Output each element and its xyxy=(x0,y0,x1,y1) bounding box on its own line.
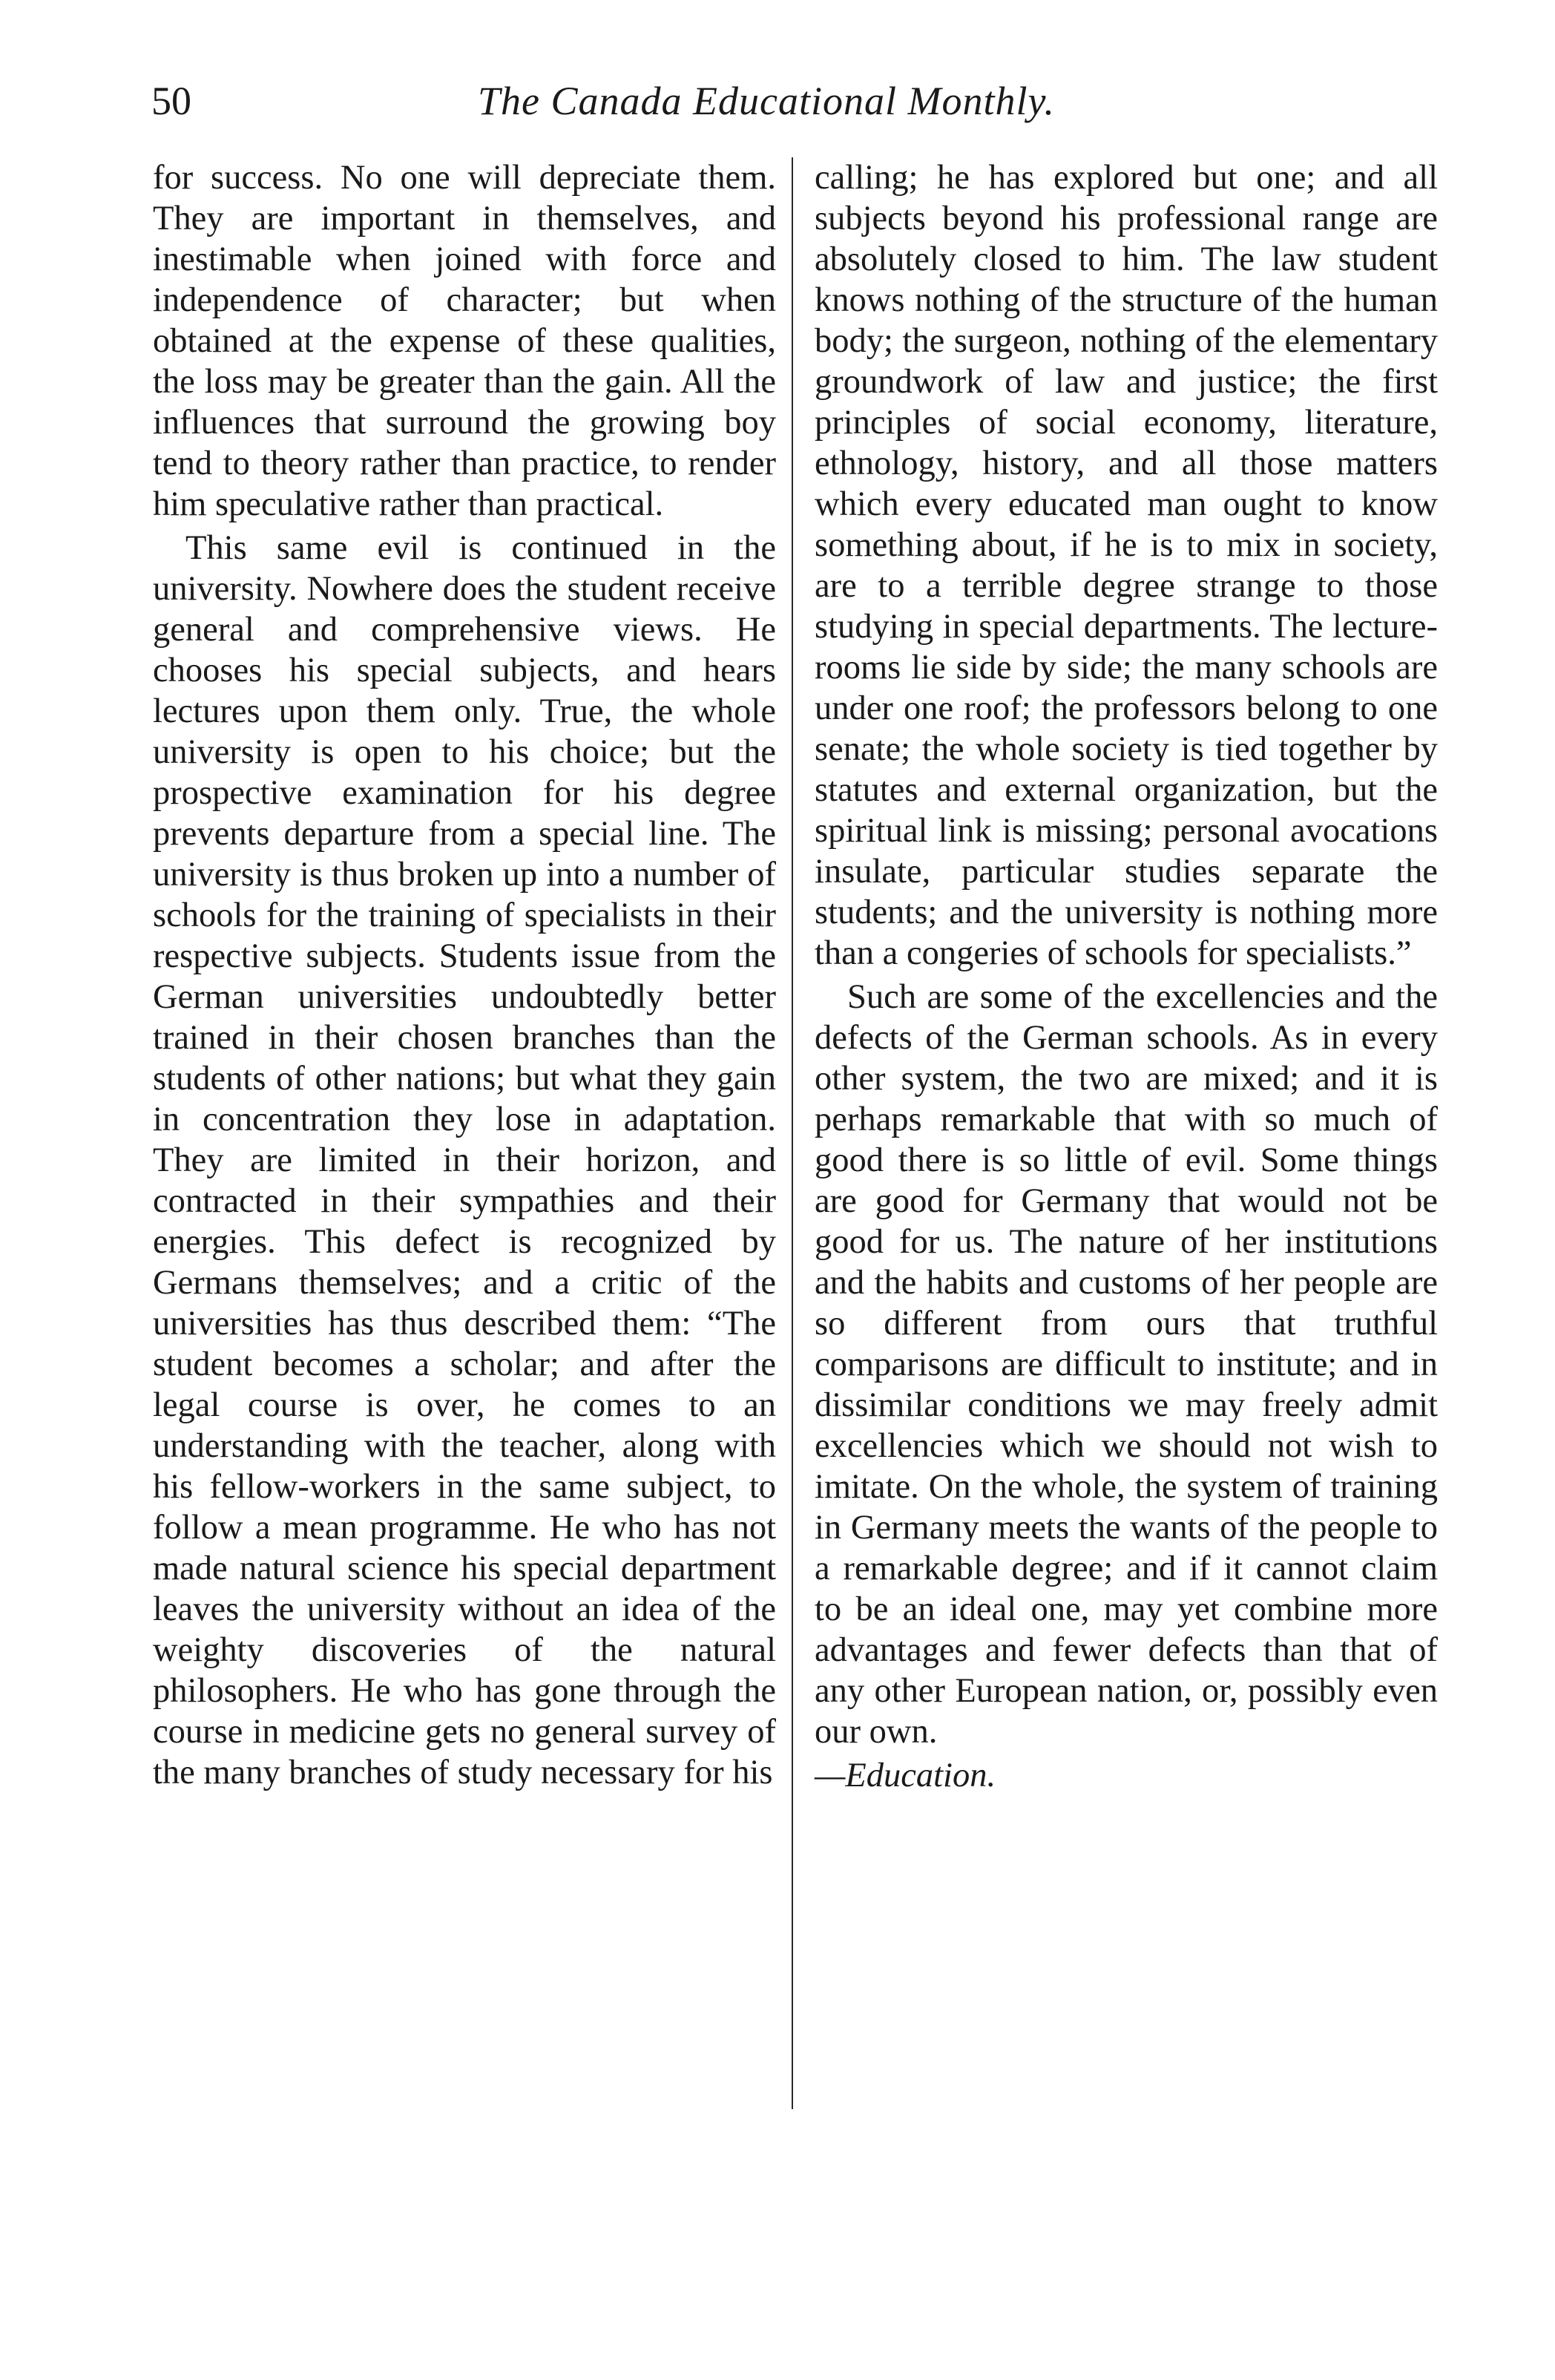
right-column xyxy=(815,157,1438,1796)
right-paragraph-2: Such are some of the excellencies and the defects of the German schools. As in every other system, the two are mixed; and it is perhaps remarkable that with so much of good there is so little of evil. Some things are good for Germany that would not be good for us. The nature of her institutions and the habits and customs of her people are so different from ours that truthful comparisons are difficult to institute; and in dissimilar conditions we may freely admit excellencies which we should not wish to imitate. On the whole, the system of training in Germany meets the wants of the people to a remarkable degree; and if it cannot claim to be an ideal one, may yet combine more advantages and fewer defects than that of any other European nation, or, possibly even our own. xyxy=(815,978,1438,1751)
left-paragraph-2: This same evil is continued in the university. Nowhere does the student receive general and comprehensive views. He chooses his special subjects, and hears lectures upon them only. True, the whole university is open to his choice; but the prospective examination for his degree prevents departure from a special line. The university is thus broken up into a number of schools for the training of specialists in their respective subjects. Students issue from the German universities undoubtedly better trained in their chosen branches than the students of other nations; but what they gain in concentration they lose in adaptation. They are limited in their horizon, and contracted in their sympathies and their energies. This defect is recognized by Germans themselves; and a critic of the universities has thus described them: “The student becomes a scholar; and after the legal course is over, he comes to an understanding with the teacher, along with his fellow-workers in the same subject, to follow a mean programme. He who has not made natural science his special department leaves the university without an idea of the weighty discoveries of the natural philosophers. He who has gone through the course in medicine gets no general survey of the many branches of study necessary for his xyxy=(153,529,776,1791)
running-head xyxy=(151,71,1108,131)
journal-title: The Canada Educational Monthly. xyxy=(478,79,1055,123)
column-divider xyxy=(792,157,793,2109)
page-number: 50 xyxy=(151,79,191,123)
source-attribution: —Education. xyxy=(815,1757,996,1794)
left-paragraph-1: for success. No one will depreciate them. They are important in themselves, and inestimable when joined with force and independence of character; but when obtained at the expense of these qualities, the loss may be greater than the gain. All the influences that surround the growing boy tend to theory rather than practice, to render him speculative rather than practical. xyxy=(153,159,776,523)
right-paragraph-1: calling; he has explored but one; and all subjects beyond his professional range are absolutely closed to him. The law student knows nothing of the structure of the human body; the surgeon, nothing of the elementary groundwork of law and justice; the first principles of social economy, literature, ethnology, history, and all those matters which every educated man ought to know something about, if he is to mix in society, are to a terrible degree strange to those studying in special departments. The lecture-rooms lie side by side; the many schools are under one roof; the professors belong to one senate; the whole society is tied together by statutes and external organization, but the spiritual link is missing; personal avocations insulate, particular studies separate the students; and the university is nothing more than a congeries of schools for specialists.” xyxy=(815,159,1438,972)
left-column xyxy=(153,157,776,1793)
